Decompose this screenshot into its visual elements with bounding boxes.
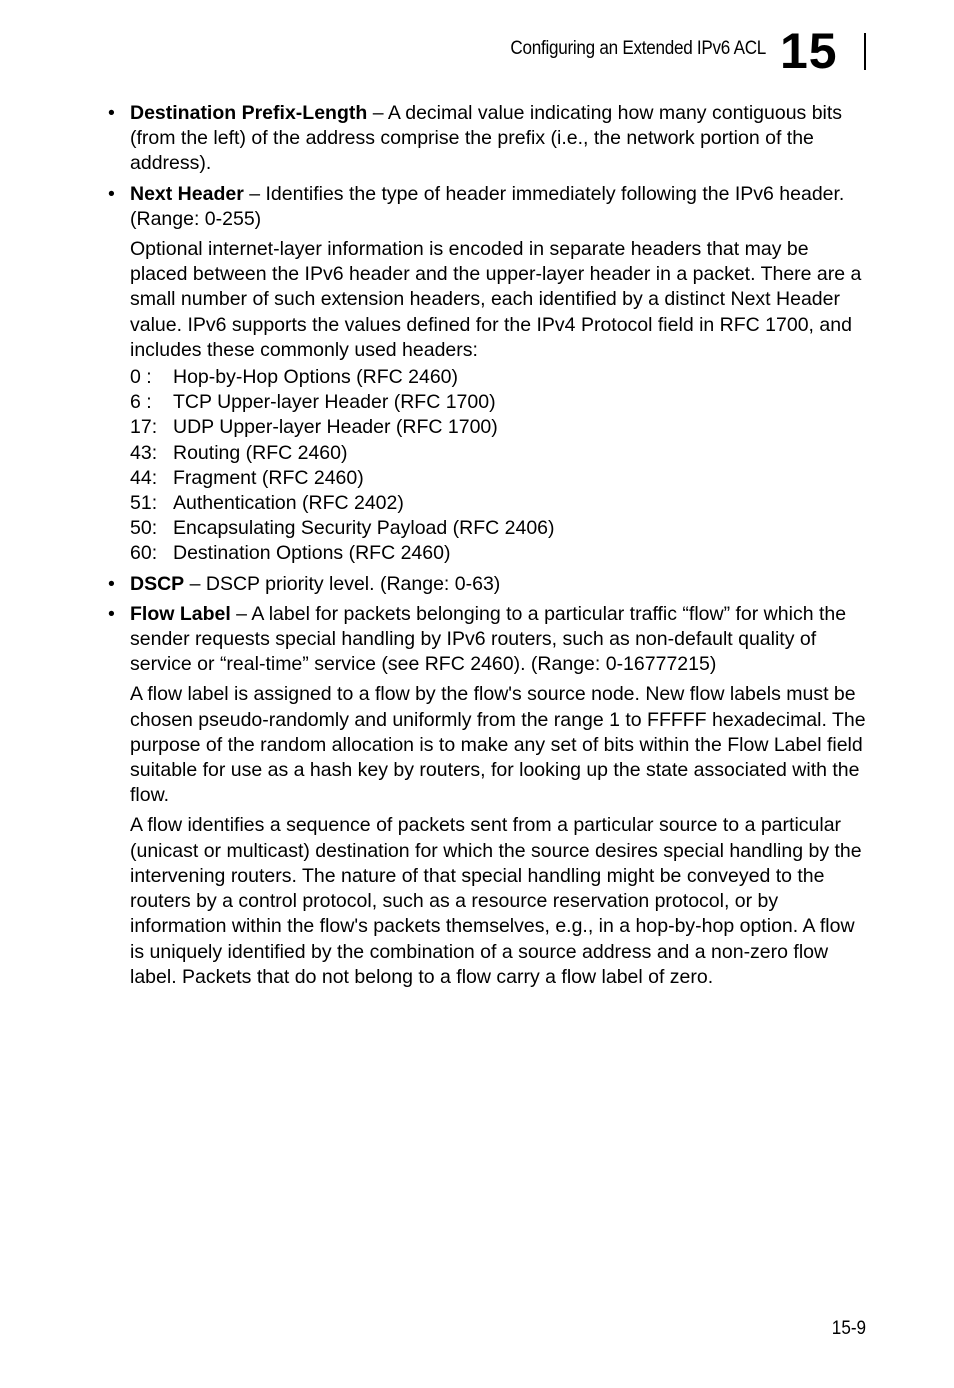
header-name: Fragment (RFC 2460) bbox=[173, 466, 364, 489]
list-item-destination-prefix-length bbox=[108, 101, 868, 177]
item-paragraph: Optional internet-layer information is encoded in separate headers that may be placed between the IPv6 header and the upper-layer header in a packet. There are a small number of such extension headers, each identified by a distinct Next Header value. IPv6 supports the values defined for the IPv4 Protocol field in RFC 1700, and includes these commonly used headers: bbox=[130, 238, 862, 361]
list-item bbox=[130, 441, 868, 466]
header-name: UDP Upper-layer Header (RFC 1700) bbox=[173, 416, 498, 439]
item-description: – A decimal value indicating how many contiguous bits (from the left) of the address comprise the prefix (i.e., the network portion of the address). bbox=[130, 102, 843, 175]
item-description: – A label for packets belonging to a particular traffic “flow” for which the sender requests special handling by IPv6 routers, such as non-default quality of service or “real-time” service (see RFC 2460). (Range: 0-16777215) bbox=[130, 602, 847, 676]
list-item bbox=[130, 541, 868, 566]
header-name: Hop-by-Hop Options (RFC 2460) bbox=[173, 366, 459, 389]
list-item bbox=[130, 415, 868, 440]
bullet-icon: • bbox=[108, 602, 115, 625]
list-item bbox=[130, 365, 868, 390]
item-description: – Identifies the type of header immediately following the IPv6 header. (Range: 0-255) bbox=[130, 182, 845, 230]
item-term: Flow Label bbox=[130, 602, 231, 625]
bullet-icon: • bbox=[108, 102, 115, 124]
running-header-title: Configuring an Extended IPv6 ACL bbox=[510, 38, 766, 59]
header-name: Encapsulating Security Payload (RFC 2406) bbox=[173, 517, 555, 540]
header-code: 50: bbox=[130, 517, 158, 540]
list-item-flow-label bbox=[108, 602, 868, 990]
header-code: 0 : bbox=[130, 366, 152, 389]
list-item-next-header bbox=[108, 182, 868, 567]
header-name: Destination Options (RFC 2460) bbox=[173, 542, 451, 565]
list-item bbox=[130, 466, 868, 491]
page-body bbox=[108, 101, 868, 995]
item-term: DSCP bbox=[130, 572, 185, 595]
bullet-icon: • bbox=[108, 572, 115, 595]
item-paragraph: A flow identifies a sequence of packets sent from a particular source to a particular (unicast or multicast) destination for which the source desires special handling by the intervening routers. The nature of that special handling might be conveyed to the routers by a control protocol, such as a resource reservation protocol, or by information within the flow's packets themselves, e.g., in a hop-by-hop option. A flow is uniquely identified by the combination of a source address and a non-zero flow label. Packets that do not belong to a flow carry a flow label of zero. bbox=[130, 814, 862, 988]
item-term: Next Header bbox=[130, 182, 244, 205]
list-item bbox=[130, 516, 868, 541]
list-item-dscp bbox=[108, 572, 868, 597]
chapter-number: 15 bbox=[780, 23, 838, 79]
list-item bbox=[130, 390, 868, 415]
header-code: 51: bbox=[130, 492, 158, 515]
header-name: TCP Upper-layer Header (RFC 1700) bbox=[173, 391, 496, 414]
bullet-icon: • bbox=[108, 182, 115, 205]
header-code: 60: bbox=[130, 542, 158, 565]
header-code: 17: bbox=[130, 416, 158, 439]
item-description: – DSCP priority level. (Range: 0-63) bbox=[184, 572, 501, 595]
header-code: 43: bbox=[130, 441, 158, 464]
header-name: Routing (RFC 2460) bbox=[173, 441, 348, 464]
header-code: 6 : bbox=[130, 391, 152, 414]
item-term: Destination Prefix-Length bbox=[130, 102, 368, 124]
item-paragraph: A flow label is assigned to a flow by the flow's source node. New flow labels must be chosen pseudo-randomly and uniformly from the range 1 to FFFFF hexadecimal. The purpose of the random allocation is to make any set of bits within the Flow Label field suitable for use as a hash key by routers, for looking up the state associated with the flow. bbox=[130, 683, 866, 807]
list-item bbox=[130, 491, 868, 516]
page-number: 15-9 bbox=[831, 1318, 866, 1339]
header-code: 44: bbox=[130, 466, 158, 489]
chapter-divider bbox=[864, 33, 866, 70]
next-header-list bbox=[130, 365, 868, 567]
header-name: Authentication (RFC 2402) bbox=[173, 492, 404, 515]
